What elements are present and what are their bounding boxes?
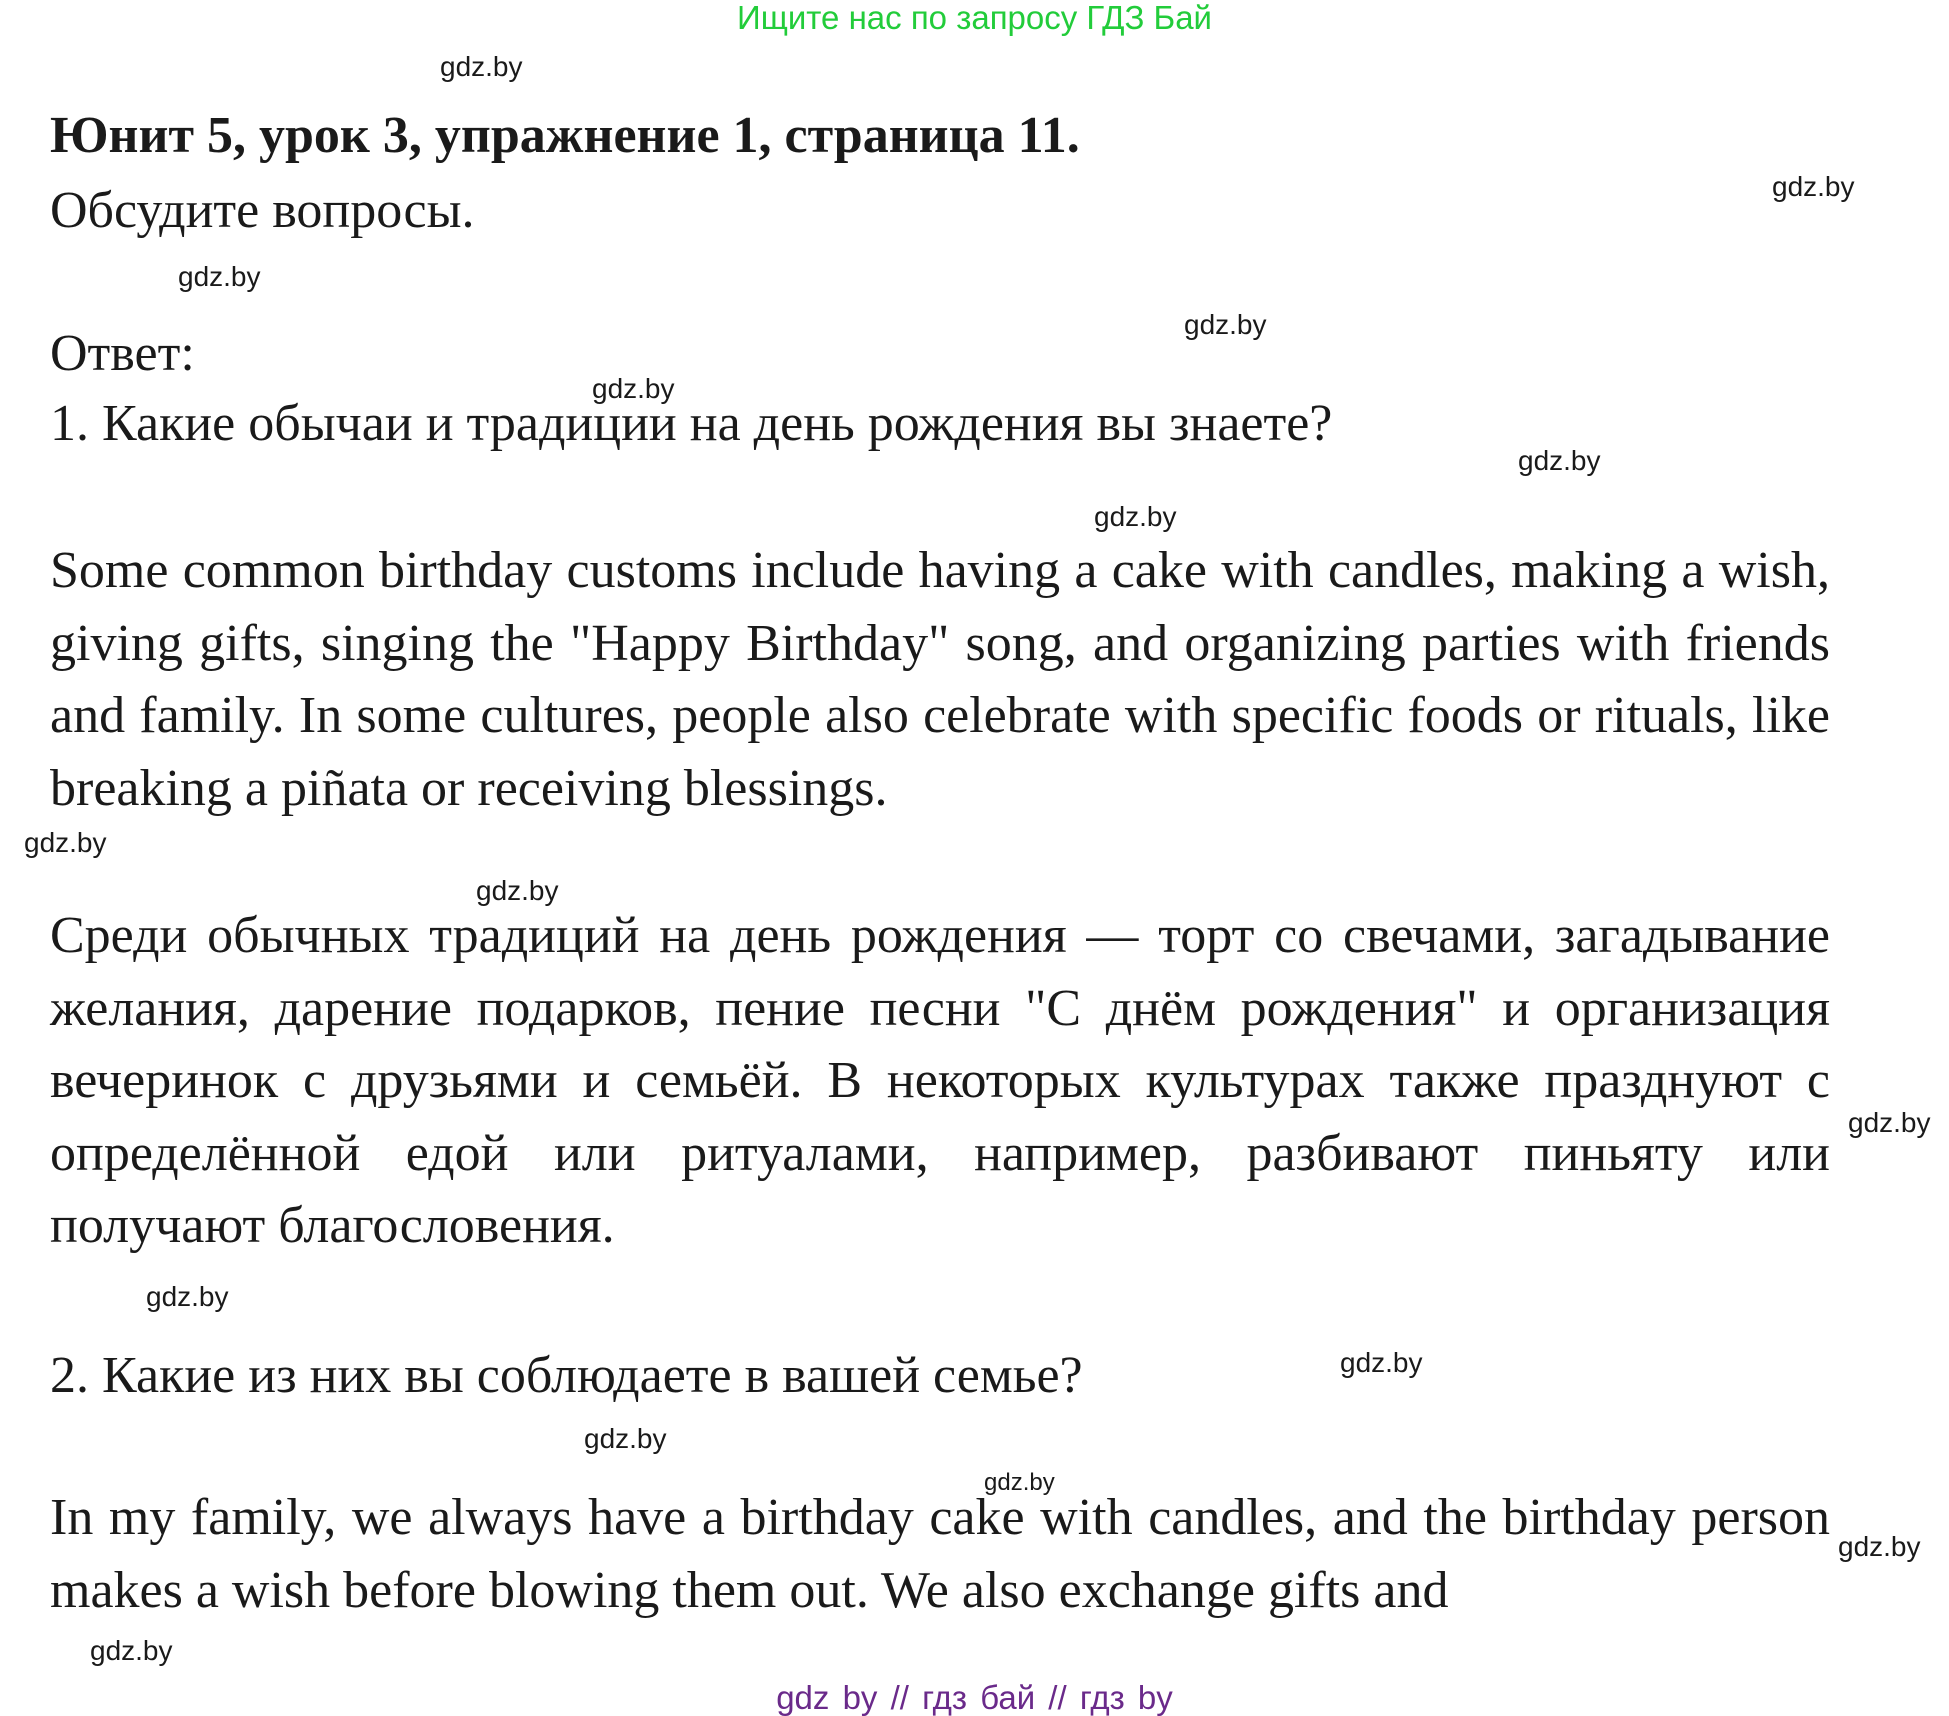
question-1: 1. Какие обычаи и традиции на день рождения вы знаете?: [50, 395, 1333, 452]
watermark: gdz.by: [1184, 309, 1267, 340]
answer-label: Ответ:: [50, 325, 195, 382]
watermark: gdz.by: [1848, 1107, 1931, 1138]
watermark: gdz.by: [1518, 445, 1601, 476]
answer-2-english: In my family, we always have a birthday cake with candles, and the birthday person makes a wish before blowing them out. We also exchange gifts and: [50, 1489, 1830, 1619]
answer-1-russian: Среди обычных традиций на день рождения — торт со свечами, загадывание желания, дарение подарков, пение песни "С днём рождения" и организация вечеринок с друзьями и семьёй. В некоторых культурах также празднуют с определённой едой или ритуалами, например, разбивают пиньяту или получают благословения.: [50, 907, 1830, 1254]
watermark: gdz.by: [584, 1423, 667, 1454]
watermark: gdz.by: [1772, 171, 1855, 202]
watermark: gdz.by: [440, 51, 523, 82]
watermark: gdz.by: [24, 827, 107, 858]
watermark: gdz.by: [984, 1469, 1055, 1496]
watermark: gdz.by: [1340, 1347, 1423, 1378]
watermark: gdz.by: [592, 373, 675, 404]
watermark: gdz.by: [146, 1281, 229, 1312]
watermark: gdz.by: [90, 1635, 173, 1666]
watermark: gdz.by: [1094, 501, 1177, 532]
footer-links[interactable]: gdz by // гдз бай // гдз by: [776, 1679, 1173, 1716]
exercise-heading: Юнит 5, урок 3, упражнение 1, страница 11.: [50, 107, 1080, 164]
task-text: Обсудите вопросы.: [50, 182, 475, 239]
watermark: gdz.by: [1838, 1531, 1921, 1562]
answer-1-english: Some common birthday customs include having a cake with candles, making a wish, giving gifts, singing the "Happy Birthday" song, and organizing parties with friends and family. In some cultures, people also celebrate with specific foods or rituals, like breaking a piñata or receiving blessings.: [50, 542, 1830, 817]
search-banner[interactable]: Ищите нас по запросу ГДЗ Бай: [737, 0, 1212, 36]
watermark: gdz.by: [476, 875, 559, 906]
question-2: 2. Какие из них вы соблюдаете в вашей семье?: [50, 1347, 1083, 1404]
watermark: gdz.by: [178, 261, 261, 292]
